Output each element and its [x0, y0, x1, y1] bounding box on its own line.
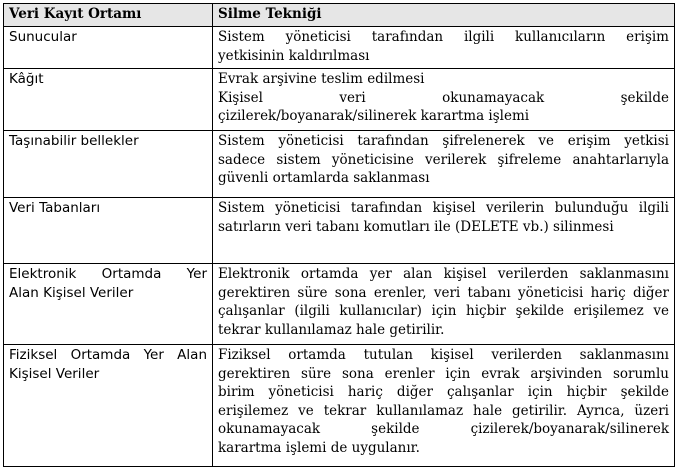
technique-line: gerektiren süre sona erenler, veri tabanı yöneticisi hariç diğer	[218, 284, 669, 301]
medium-cell	[4, 69, 213, 131]
table-row	[4, 198, 675, 264]
header-medium: Veri Kayıt Ortamı	[4, 4, 213, 27]
medium-text: Veri Tabanları	[9, 200, 101, 216]
medium-cell	[4, 131, 213, 198]
header-technique: Silme Tekniği	[213, 4, 675, 27]
technique-line: tekrar kullanılamaz hale getirilir.	[218, 321, 445, 338]
technique-line: Sistem yöneticisi tarafından kişisel verilerin bulunduğu ilgili	[218, 200, 669, 216]
technique-line: Fiziksel ortamda tutulan kişisel verilerden saklanmasını	[218, 347, 669, 363]
technique-line: okunamayacak şekilde çizilerek/boyanarak/silinerek	[218, 421, 669, 437]
technique-line: Sistem yöneticisi tarafından ilgili kullanıcıların erişim	[218, 29, 669, 45]
table-header-row	[4, 4, 675, 27]
technique-line: satırların veri tabanı komutları ile (DELETE vb.) silinmesi	[218, 218, 614, 235]
table-row	[4, 264, 675, 345]
medium-cell	[4, 198, 213, 264]
technique-line: Kişisel veri okunamayacak şekilde	[218, 89, 669, 106]
medium-text: Elektronik Ortamda Yer	[9, 266, 207, 282]
technique-line: çalışanlar (ilgili kullanıcılar) için hiçbir şekilde erişilemez ve	[218, 303, 669, 319]
table-row	[4, 69, 675, 131]
technique-cell	[213, 69, 675, 131]
technique-cell	[213, 131, 675, 198]
medium-cell	[4, 264, 213, 345]
table-row	[4, 27, 675, 69]
technique-line: Elektronik ortamda yer alan kişisel verilerden saklanmasını	[218, 266, 669, 282]
medium-text: Kişisel Veriler	[9, 365, 100, 382]
table-row	[4, 345, 675, 467]
medium-text: Fiziksel Ortamda Yer Alan	[9, 347, 207, 363]
technique-line: gerektiren süre sona erenler için evrak arşivinden sorumlu	[218, 365, 669, 382]
technique-line: çizilerek/boyanarak/silinerek karartma işlemi	[218, 108, 530, 124]
technique-line: güvenli ortamlarda saklanması	[218, 170, 430, 186]
technique-line: erişilemez ve tekrar kullanılamaz hale getirilir. Ayrıca, üzeri	[218, 402, 669, 419]
table-row	[4, 131, 675, 198]
technique-line: Sistem yöneticisi tarafından şifrelenerek ve erişim yetkisi	[218, 133, 669, 149]
medium-text: Taşınabilir bellekler	[9, 133, 139, 149]
medium-cell	[4, 345, 213, 467]
technique-cell	[213, 264, 675, 345]
medium-text: Alan Kişisel Veriler	[9, 284, 134, 301]
technique-line: karartma işlemi de uygulanır.	[218, 439, 420, 456]
medium-text: Sunucular	[9, 29, 77, 45]
technique-cell	[213, 345, 675, 467]
technique-cell	[213, 27, 675, 69]
technique-line: Evrak arşivine teslim edilmesi	[218, 71, 425, 87]
technique-cell	[213, 198, 675, 264]
technique-line: yetkisinin kaldırılması	[218, 47, 370, 64]
medium-cell	[4, 27, 213, 69]
medium-text: Kâğıt	[9, 71, 44, 87]
deletion-techniques-table	[3, 3, 675, 467]
technique-line: birim yöneticisi hariç diğer çalışanlar için hiçbir şekilde	[218, 384, 669, 400]
technique-line: sadece sistem yöneticisine verilerek şifreleme anahtarlarıyla	[218, 151, 669, 168]
